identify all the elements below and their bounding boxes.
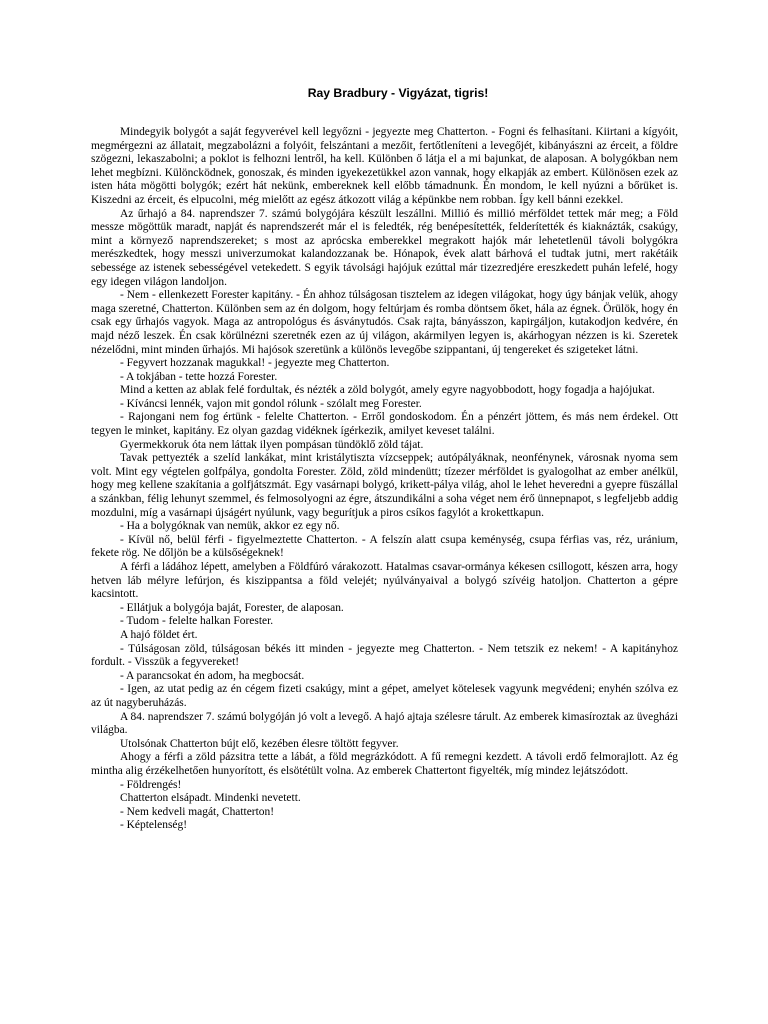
- document-body: [91, 126, 678, 833]
- paragraph: Mind a ketten az ablak felé fordultak, és nézték a zöld bolygót, amely egyre nagyobbodott, hogy fogadja a hajójukat.: [120, 384, 655, 397]
- paragraph: - Képtelenség!: [120, 819, 188, 832]
- paragraph: - Ha a bolygóknak van nemük, akkor ez egy nő.: [120, 520, 340, 533]
- paragraph: - Földrengés!: [120, 778, 182, 791]
- paragraph: Tavak pettyezték a szelíd lankákat, mint kristálytiszta vízcseppek; autópályáknak, neonfénynek, városnak nyoma sem volt. Mint egy végtelen golfpálya, gondolta Forester. Zöld, zöld mindenütt; tízezer mérföldet is gyalogolhat az ember anélkül, hogy meg kellene szakítania a golfjátszmát. Egy vasárnapi bolygó, krikett-pálya világ, ahol le lehet heveredni a gyepre füszállal a szánkban, félig lehunyt szemmel, és felmosolyogni az égre, átszundikálni a soha véget nem érő ünnepnapot, s legfeljebb addig mozdulni, míg a vasárnapi újságért nyúlunk, vagy begurítjuk a piros csíkos fagylót a krokettkapun.: [91, 452, 678, 519]
- document-title: Ray Bradbury - Vigyázat, tigris!: [307, 86, 489, 100]
- paragraph: Utolsónak Chatterton bújt elő, kezében élesre töltött fegyver.: [120, 737, 399, 750]
- paragraph: - Nem - ellenkezett Forester kapitány. - Én ahhoz túlságosan tisztelem az idegen világokat, hogy úgy bánjak velük, ahogy maga szeretné, Chatterton. Különben sem az én dolgom, hogy feltúrjam és romba döntsem őket, hála az égnek. Örülök, hogy én csak egy űrhajós vagyok. Maga az antropológus és ásványtudós. Csak rajta, bányásszon, kapirgáljon, kutakodjon kedvére, én majd néző leszek. Én csak körülnézni szeretnék ezen az új világon, akármilyen legyen is, akárhogyan nézzen is ki. Szeretek nézelődni, mint minden űrhajós. Mi hajósok szeretünk a különös levegőbe szippantani, új tengereket és szigeteket látni.: [91, 289, 678, 356]
- paragraph: - A parancsokat én adom, ha megbocsát.: [120, 669, 305, 682]
- paragraph: - Nem kedveli magát, Chatterton!: [120, 805, 275, 818]
- paragraph: Az űrhajó a 84. naprendszer 7. számú bolygójára készült leszállni. Millió és millió mérföldet tettek már meg; a Föld messze mögöttük maradt, napját és naprendszerét már el is feledték, rég benépesítették, felderítették és kiaknázták, csakúgy, mint a környező naprendszereket; s most az aprócska emberekkel megrakott hajók már lehetetlenül távoli bolygókra merészkedtek, hogy messzi univerzumokat kalandozzanak be. Hónapok, évek alatt bárhová el tudtak jutni, mert rakétáik sebessége az istenek sebességével vetekedett. S egyik távolsági hajójuk ezúttal már tizezredjére ereszkedett puhán lefelé, hogy egy idegen világon landoljon.: [91, 207, 678, 288]
- paragraph: - Tudom - felelte halkan Forester.: [120, 615, 274, 628]
- paragraph: - Ellátjuk a bolygója baját, Forester, de alaposan.: [120, 601, 344, 614]
- paragraph: - A tokjában - tette hozzá Forester.: [120, 370, 278, 383]
- paragraph: A 84. naprendszer 7. számú bolygóján jó volt a levegő. A hajó ajtaja szélesre tárult. Az emberek kimasíroztak az üvegházi világba.: [91, 710, 678, 737]
- paragraph: - Igen, az utat pedig az én cégem fizeti csakúgy, mint a gépet, amelyet kötelesek vagyunk megvédeni; enyhén szólva ez az út nagyberuházás.: [91, 683, 678, 709]
- paragraph: - Kíváncsi lennék, vajon mit gondol rólunk - szólalt meg Forester.: [120, 397, 422, 410]
- paragraph: Ahogy a férfi a zöld pázsitra tette a lábát, a föld megrázkódott. A fű remegni kezdett. A távoli erdő felmorajlott. Az ég mintha alig érzékelhetően hunyorított, és elsötétült volna. Az emberek Chattertont figyelték, míg mindez lejátszódott.: [91, 751, 678, 777]
- paragraph: - Kívül nő, belül férfi - figyelmeztette Chatterton. - A felszín alatt csupa keménység, csupa férfias vas, réz, uránium, fekete rög. Ne dőljön be a külsőségeknek!: [91, 533, 678, 560]
- paragraph: Mindegyik bolygót a saját fegyverével kell legyőzni - jegyezte meg Chatterton. - Fogni és felhasítani. Kiirtani a kígyóit, megmérgezni az állatait, megzabolázni a folyóit, felszántani a mezőit, fertőtleníteni a levegőjét, kibányászni az érceit, a földre szögezni, lekaszabolni; a poklot is felhozni lentről, ha kell. Különben ő látja el a mi bajunkat, de alaposan. A bolygókban nem lehet megbízni. Különcködnek, gonoszak, és minden igyekezetükkel azon vannak, hogy elkapják az embert. Különösen ezek az isten háta mögötti bolygók; ezért hát nekünk, embereknek kell előbb támadnunk. Én mondom, le kell nyúzni a bőrüket is. Kiszedni az érceit, és elpucolni, még mielőtt az egész átkozott világ a képünkbe nem robban. Így kell bánni ezekkel.: [91, 126, 678, 206]
- paragraph: Chatterton elsápadt. Mindenki nevetett.: [120, 792, 301, 805]
- paragraph: A hajó földet ért.: [120, 628, 198, 641]
- paragraph: - Rajongani nem fog értünk - felelte Chatterton. - Erről gondoskodom. Én a pénzért jöttem, és más nem érdekel. Ott tegyen le minket, kapitány. Ez olyan gazdag vidéknek ígérkezik, amilyet keveset találni.: [91, 411, 678, 438]
- paragraph: - Fegyvert hozzanak magukkal! - jegyezte meg Chatterton.: [120, 357, 390, 370]
- paragraph: Gyermekkoruk óta nem láttak ilyen pompásan tündöklő zöld tájat.: [120, 438, 424, 451]
- paragraph: A férfi a ládához lépett, amelyben a Földfúró várakozott. Hatalmas csavar-ormánya kékesen csillogott, készen arra, hogy hetven láb mélyre lefúrjon, és kiszippantsa a föld velejét; nyúlványaival a bolygó szívéig hatoljon. Chatterton a gépre kacsintott.: [91, 561, 678, 601]
- paragraph: - Túlságosan zöld, túlságosan békés itt minden - jegyezte meg Chatterton. - Nem tetszik ez nekem! - A kapitányhoz fordult. - Visszük a fegyvereket!: [91, 642, 678, 669]
